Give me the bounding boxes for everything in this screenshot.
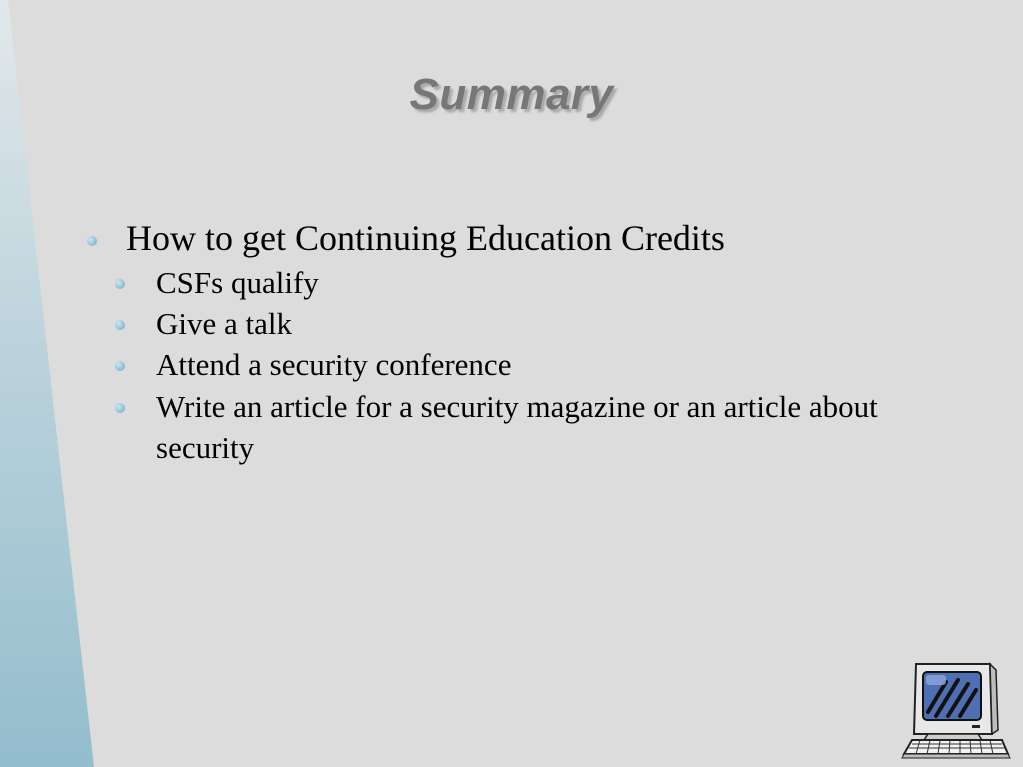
sub-bullet-dot	[115, 320, 125, 330]
sub-bullet-item: Attend a security conference	[156, 347, 512, 382]
sub-bullet-item: CSFs qualify	[156, 265, 319, 300]
computer-icon	[898, 660, 1020, 760]
sub-bullet-dot	[115, 403, 125, 413]
bullet-dot	[87, 236, 97, 246]
slide-title: Summary	[409, 70, 614, 119]
sub-bullet-dot	[115, 361, 125, 371]
sub-bullet-item: Give a talk	[156, 306, 293, 341]
bullet-item-main: How to get Continuing Education Credits	[126, 218, 725, 258]
sub-bullet-item: Write an article for a security magazine or an article about security	[156, 389, 878, 465]
sub-bullet-dot	[115, 279, 125, 289]
